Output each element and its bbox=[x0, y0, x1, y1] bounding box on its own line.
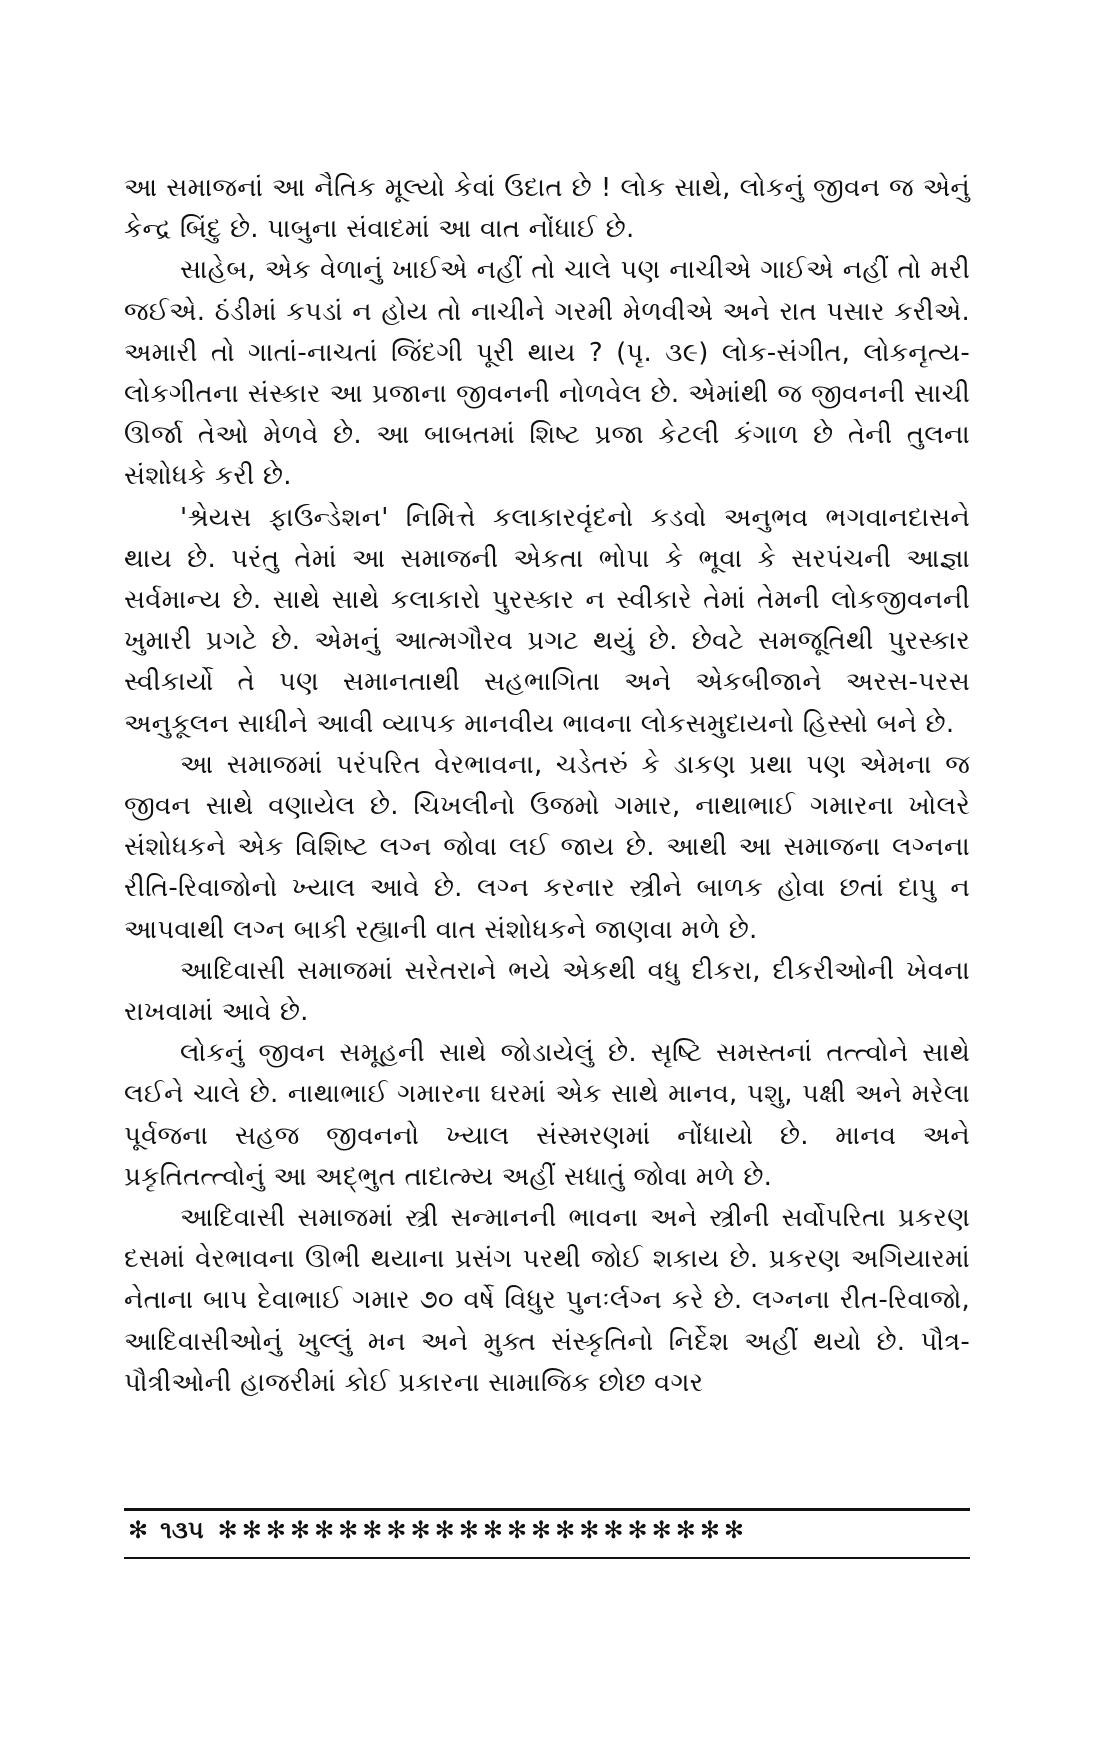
page-number: ૧૩૫ bbox=[160, 1516, 204, 1544]
text-block bbox=[124, 168, 970, 1404]
paragraph-6: લોકનું જીવન સમૂહની સાથે જોડાયેલું છે. સૃષ્ટિ સમસ્તનાં તત્ત્વોને સાથે લઈને ચાલે છે. નાથાભાઈ ગમારના ઘરમાં એક સાથે માનવ, પશુ, પક્ષી અને મરેલા પૂર્વજના સહજ જીવનનો ખ્યાલ સંસ્મરણમાં નોંધાયો છે. માનવ અને પ્રકૃતિતત્ત્વોનું આ અદ્‌ભુત તાદાત્મ્ય અહીં સધાતું જોવા મળે છે. bbox=[124, 1038, 970, 1192]
paragraph-7: આદિવાસી સમાજમાં સ્ત્રી સન્માનની ભાવના અને સ્ત્રીની સર્વોપરિતા પ્રકરણ દસમાં વેરભાવના ઊભી થયાના પ્રસંગ પરથી જોઈ શકાય છે. પ્રકરણ અગિયારમાં નેતાના બાપ દેવાભાઈ ગમાર ૭૦ વર્ષે વિધુર પુનઃર્લગ્ન કરે છે. લગ્નના રીત-રિવાજો, આદિવાસીઓનું ખુલ્લું મન અને મુક્ત સંસ્કૃતિનો નિર્દેશ અહીં થયો છે. પૌત્ર-પૌત્રીઓની હાજરીમાં કોઈ પ્રકારના સામાજિક છોછ વગર bbox=[124, 1203, 970, 1398]
paragraph-3: 'શ્રેયસ ફાઉન્ડેશન' નિમિત્તે કલાકારવૃંદનો કડવો અનુભવ ભગવાનદાસને થાય છે. પરંતુ તેમાં આ સમાજની એકતા ભોપા કે ભૂવા કે સરપંચની આજ્ઞા સર્વમાન્ય છે. સાથે સાથે કલાકારો પુરસ્કાર ન સ્વીકારે તેમાં તેમની લોકજીવનની ખુમારી પ્રગટે છે. એમનું આત્મગૌરવ પ્રગટ થયું છે. છેવટે સમજૂતિથી પુરસ્કાર સ્વીકાર્યો તે પણ સમાનતાથી સહભાગિતા અને એકબીજાને અરસ-પરસ અનુકૂલન સાધીને આવી વ્યાપક માનવીય ભાવના લોકસમુદાયનો હિસ્સો બને છે. bbox=[124, 502, 970, 739]
page-footer bbox=[124, 1508, 970, 1551]
paragraph-2: સાહેબ, એક વેળાનું ખાઈએ નહીં તો ચાલે પણ નાચીએ ગાઈએ નહીં તો મરી જઈએ. ઠંડીમાં કપડાં ન હોય તો નાચીને ગરમી મેળવીએ અને રાત પસાર કરીએ. અમારી તો ગાતાં-નાચતાં જિંદગી પૂરી થાય ? (પૃ. ૩૯) લોક-સંગીત, લોકનૃત્ય-લોકગીતના સંસ્કાર આ પ્રજાના જીવનની નોળવેલ છે. એમાંથી જ જીવનની સાચી ઊર્જા તેઓ મેળવે છે. આ બાબતમાં શિષ્ટ પ્રજા કેટલી કંગાળ છે તેની તુલના સંશોધકે કરી છે. bbox=[124, 255, 970, 492]
paragraph-4: આ સમાજમાં પરંપરિત વેરભાવના, ચડેતરું કે ડાકણ પ્રથા પણ એમના જ જીવન સાથે વણાયેલ છે. ચિખલીનો ઉજમો ગમાર, નાથાભાઈ ગમારના ખોલરે સંશોધકને એક વિશિષ્ટ લગ્ન જોવા લઈ જાય છે. આથી આ સમાજના લગ્નના રીતિ-રિવાજોનો ખ્યાલ આવે છે. લગ્ન કરનાર સ્ત્રીને બાળક હોવા છતાં દાપુ ન આપવાથી લગ્ન બાકી રહ્યાની વાત સંશોધકને જાણવા મળે છે. bbox=[124, 749, 970, 945]
footer-row bbox=[124, 1511, 970, 1549]
page-body bbox=[124, 168, 970, 1404]
footer-underline bbox=[124, 1557, 970, 1559]
footer-star-rule: ✻✻✻✻✻✻✻✻✻✻✻✻✻✻✻✻✻✻✻✻✻✻ bbox=[217, 1516, 749, 1544]
footer-star-icon: ✻ bbox=[128, 1516, 149, 1544]
paragraph-1: આ સમાજનાં આ નૈતિક મૂલ્યો કેવાં ઉદાત છે ! લોક સાથે, લોકનું જીવન જ એનું કેન્દ્ર બિંદુ છે. પાબુના સંવાદમાં આ વાત નોંધાઈ છે. bbox=[124, 173, 970, 245]
paragraph-5: આદિવાસી સમાજમાં સરેતરાને ભયે એકથી વધુ દીકરા, દીકરીઓની ખેવના રાખવામાં આવે છે. bbox=[124, 955, 970, 1028]
